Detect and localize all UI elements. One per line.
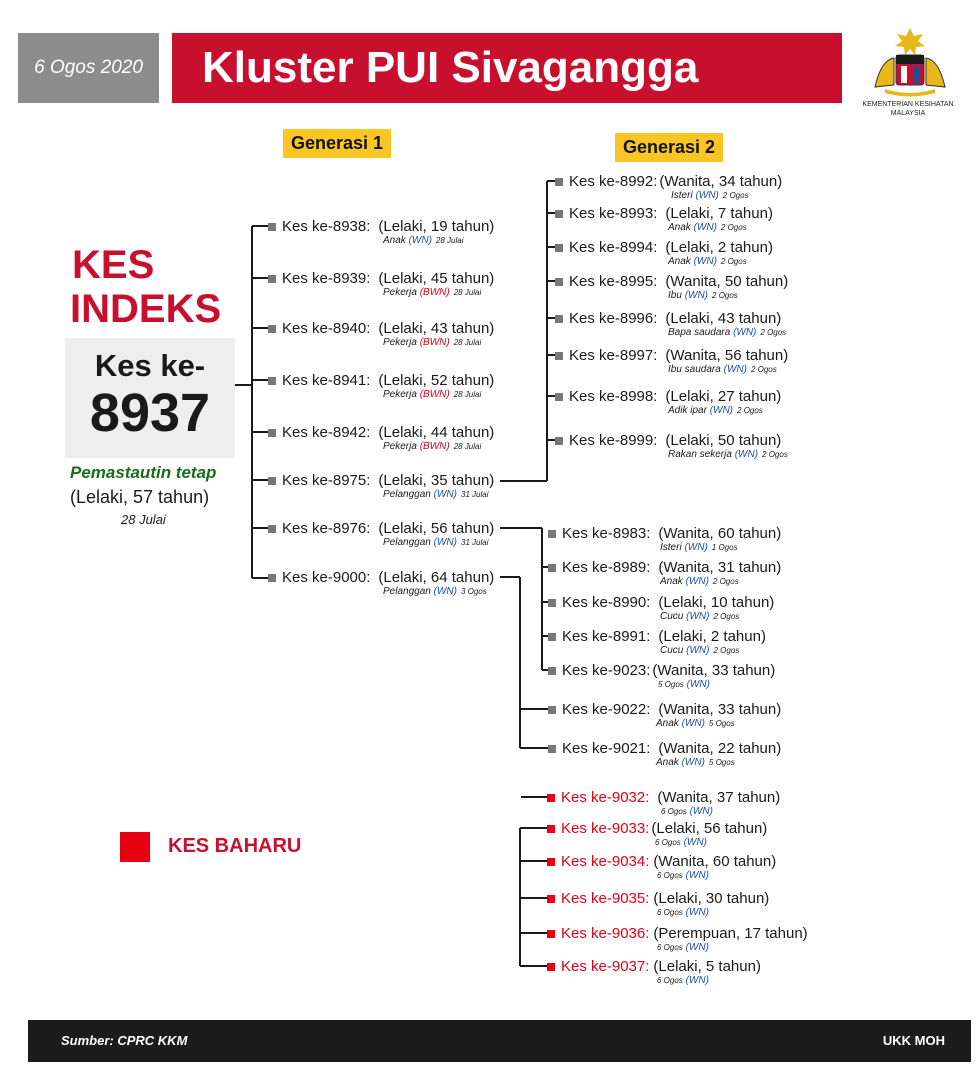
case-info: (Wanita, 31 tahun) <box>658 559 782 576</box>
case-detail: Pekerja (BWN) 28 Julai <box>383 389 482 400</box>
footer-source: Sumber: CPRC KKM <box>61 1033 188 1048</box>
case-node <box>548 525 781 553</box>
case-node <box>555 432 788 460</box>
case-label: Kes ke-8941: <box>282 372 371 389</box>
case-node <box>268 569 494 597</box>
footer-bar <box>28 1020 971 1062</box>
case-info: (Lelaki, 56 tahun) <box>651 820 768 837</box>
case-info: (Wanita, 56 tahun) <box>665 347 789 364</box>
case-label: Kes ke-8999: <box>569 432 658 449</box>
case-info: (Wanita, 50 tahun) <box>665 273 789 290</box>
case-detail: 6 Ogos (WN) <box>657 942 709 953</box>
case-marker-icon <box>548 633 556 641</box>
case-info: (Lelaki, 43 tahun) <box>665 310 782 327</box>
footer-credit: UKK MOH <box>882 1033 945 1048</box>
case-detail: Pelanggan (WN) 31 Julai <box>383 537 489 548</box>
case-node <box>268 520 494 548</box>
case-label: Kes ke-8998: <box>569 388 658 405</box>
case-detail: Anak (WN) 5 Ogos <box>656 757 735 768</box>
case-detail: Isteri (WN) 2 Ogos <box>671 190 749 201</box>
case-node <box>555 173 782 201</box>
index-case-heading: KES <box>72 243 155 287</box>
case-label: Kes ke-9021: <box>562 740 651 757</box>
case-marker-icon <box>548 599 556 607</box>
new-case-legend-swatch <box>120 832 150 862</box>
case-info: (Lelaki, 27 tahun) <box>665 388 782 405</box>
case-node <box>268 320 494 348</box>
case-label: Kes ke-8942: <box>282 424 371 441</box>
case-detail: 6 Ogos (WN) <box>657 907 709 918</box>
case-marker-icon <box>555 437 563 445</box>
case-marker-icon <box>548 564 556 572</box>
case-info: (Wanita, 37 tahun) <box>657 789 781 806</box>
case-marker-icon <box>555 393 563 401</box>
new-case-node <box>547 820 767 848</box>
case-info: (Lelaki, 10 tahun) <box>658 594 775 611</box>
case-label: Kes ke-8992: <box>569 173 658 190</box>
case-info: (Lelaki, 64 tahun) <box>378 569 495 586</box>
case-info: (Lelaki, 50 tahun) <box>665 432 782 449</box>
case-detail: Rakan sekerja (WN) 2 Ogos <box>668 449 788 460</box>
case-label: Kes ke-8997: <box>569 347 658 364</box>
case-label: Kes ke-8996: <box>569 310 658 327</box>
case-label: Kes ke-8993: <box>569 205 658 222</box>
case-marker-icon <box>548 745 556 753</box>
case-info: (Wanita, 34 tahun) <box>659 173 783 190</box>
page-title: Kluster PUI Sivagangga <box>172 33 842 103</box>
new-case-legend-label: KES BAHARU <box>168 835 302 857</box>
case-detail: Bapa saudara (WN) 2 Ogos <box>668 327 787 338</box>
case-node <box>555 388 781 416</box>
case-node <box>555 205 773 233</box>
case-detail: Cucu (WN) 2 Ogos <box>660 645 740 656</box>
case-label: Kes ke-8994: <box>569 239 658 256</box>
case-marker-icon <box>555 352 563 360</box>
case-detail: Isteri (WN) 1 Ogos <box>660 542 738 553</box>
new-case-marker-icon <box>547 794 555 802</box>
case-node <box>548 559 781 587</box>
case-info: (Lelaki, 44 tahun) <box>378 424 495 441</box>
case-label: Kes ke-9033: <box>561 820 650 837</box>
case-marker-icon <box>555 210 563 218</box>
case-info: (Lelaki, 56 tahun) <box>378 520 495 537</box>
case-info: (Lelaki, 19 tahun) <box>378 218 495 235</box>
case-detail: Anak (WN) 2 Ogos <box>660 576 739 587</box>
index-case-gender-age: (Lelaki, 57 tahun) <box>70 487 210 507</box>
case-info: (Lelaki, 43 tahun) <box>378 320 495 337</box>
case-info: (Lelaki, 2 tahun) <box>658 628 766 645</box>
new-case-node <box>547 890 769 918</box>
case-info: (Lelaki, 45 tahun) <box>378 270 495 287</box>
case-marker-icon <box>555 315 563 323</box>
new-case-node <box>547 853 776 881</box>
index-case-number: 8937 <box>89 383 211 443</box>
case-marker-icon <box>555 244 563 252</box>
case-info: (Wanita, 33 tahun) <box>658 701 782 718</box>
case-detail: Ibu saudara (WN) 2 Ogos <box>668 364 777 375</box>
case-info: (Lelaki, 30 tahun) <box>653 890 770 907</box>
generation-2-label: Generasi 2 <box>615 133 723 162</box>
case-marker-icon <box>555 178 563 186</box>
case-detail: Ibu (WN) 2 Ogos <box>668 290 738 301</box>
new-case-node <box>547 789 780 817</box>
case-detail: Cucu (WN) 2 Ogos <box>660 611 740 622</box>
case-info: (Lelaki, 52 tahun) <box>378 372 495 389</box>
case-label: Kes ke-9023: <box>562 662 651 679</box>
case-detail: Anak (WN) 2 Ogos <box>668 222 747 233</box>
case-label: Kes ke-8990: <box>562 594 651 611</box>
case-detail: 6 Ogos (WN) <box>657 870 709 881</box>
case-detail: Anak (WN) 2 Ogos <box>668 256 747 267</box>
case-label: Kes ke-8975: <box>282 472 371 489</box>
case-label: Kes ke-8940: <box>282 320 371 337</box>
case-info: (Lelaki, 7 tahun) <box>665 205 773 222</box>
case-detail: 6 Ogos (WN) <box>655 837 707 848</box>
case-node <box>548 628 766 656</box>
case-info: (Lelaki, 35 tahun) <box>378 472 495 489</box>
generation-1-label: Generasi 1 <box>283 129 391 158</box>
case-label: Kes ke-8938: <box>282 218 371 235</box>
case-node <box>548 701 781 729</box>
case-detail: Pelanggan (WN) 3 Ogos <box>383 586 487 597</box>
index-case-status: Pemastautin tetap <box>70 463 217 482</box>
case-node <box>548 662 775 690</box>
case-label: Kes ke-8991: <box>562 628 651 645</box>
case-node <box>555 347 788 375</box>
case-marker-icon <box>268 574 276 582</box>
index-case-date: 28 Julai <box>121 512 166 527</box>
new-case-marker-icon <box>547 858 555 866</box>
index-case-prefix: Kes ke- <box>94 348 206 383</box>
case-detail: Pelanggan (WN) 31 Julai <box>383 489 489 500</box>
case-label: Kes ke-9034: <box>561 853 650 870</box>
case-marker-icon <box>548 530 556 538</box>
date-badge: 6 Ogos 2020 <box>18 33 159 103</box>
case-label: Kes ke-9022: <box>562 701 651 718</box>
case-label: Kes ke-8939: <box>282 270 371 287</box>
case-node <box>268 424 494 452</box>
case-label: Kes ke-9032: <box>561 789 650 806</box>
case-detail: Pekerja (BWN) 28 Julai <box>383 441 482 452</box>
case-node <box>555 273 788 301</box>
case-marker-icon <box>268 525 276 533</box>
case-node <box>268 218 494 246</box>
case-label: Kes ke-9035: <box>561 890 650 907</box>
new-case-node <box>547 925 808 953</box>
new-case-marker-icon <box>547 825 555 833</box>
case-marker-icon <box>268 377 276 385</box>
case-node <box>555 310 786 338</box>
case-detail: 6 Ogos (WN) <box>661 806 713 817</box>
new-case-marker-icon <box>547 930 555 938</box>
case-label: Kes ke-9037: <box>561 958 650 975</box>
case-info: (Lelaki, 5 tahun) <box>653 958 761 975</box>
case-label: Kes ke-8976: <box>282 520 371 537</box>
case-marker-icon <box>548 706 556 714</box>
case-detail: Anak (WN) 28 Julai <box>383 235 464 246</box>
case-info: (Perempuan, 17 tahun) <box>653 925 808 942</box>
case-info: (Wanita, 60 tahun) <box>653 853 777 870</box>
case-detail: Pekerja (BWN) 28 Julai <box>383 287 482 298</box>
case-info: (Wanita, 60 tahun) <box>658 525 782 542</box>
case-node <box>268 270 494 298</box>
case-node <box>548 740 781 768</box>
case-node <box>268 372 494 400</box>
new-case-marker-icon <box>547 963 555 971</box>
case-detail: 5 Ogos (WN) <box>658 679 710 690</box>
new-case-marker-icon <box>547 895 555 903</box>
case-node <box>548 594 774 622</box>
index-case-heading-line2: INDEKS <box>70 287 222 331</box>
case-marker-icon <box>268 429 276 437</box>
case-marker-icon <box>268 325 276 333</box>
new-case-node <box>547 958 761 986</box>
case-detail: Anak (WN) 5 Ogos <box>656 718 735 729</box>
case-info: (Lelaki, 2 tahun) <box>665 239 773 256</box>
case-detail: Adik ipar (WN) 2 Ogos <box>668 405 763 416</box>
case-marker-icon <box>268 477 276 485</box>
case-marker-icon <box>268 275 276 283</box>
case-marker-icon <box>555 278 563 286</box>
case-label: Kes ke-8989: <box>562 559 651 576</box>
case-label: Kes ke-9036: <box>561 925 650 942</box>
case-info: (Wanita, 22 tahun) <box>658 740 782 757</box>
case-label: Kes ke-8995: <box>569 273 658 290</box>
case-detail: Pekerja (BWN) 28 Julai <box>383 337 482 348</box>
case-label: Kes ke-9000: <box>282 569 371 586</box>
case-label: Kes ke-8983: <box>562 525 651 542</box>
case-marker-icon <box>548 667 556 675</box>
case-detail: 6 Ogos (WN) <box>657 975 709 986</box>
case-marker-icon <box>268 223 276 231</box>
case-node <box>268 472 494 500</box>
case-node <box>555 239 773 267</box>
case-info: (Wanita, 33 tahun) <box>652 662 776 679</box>
ministry-label: KEMENTERIAN KESIHATAN MALAYSIA <box>862 101 954 117</box>
